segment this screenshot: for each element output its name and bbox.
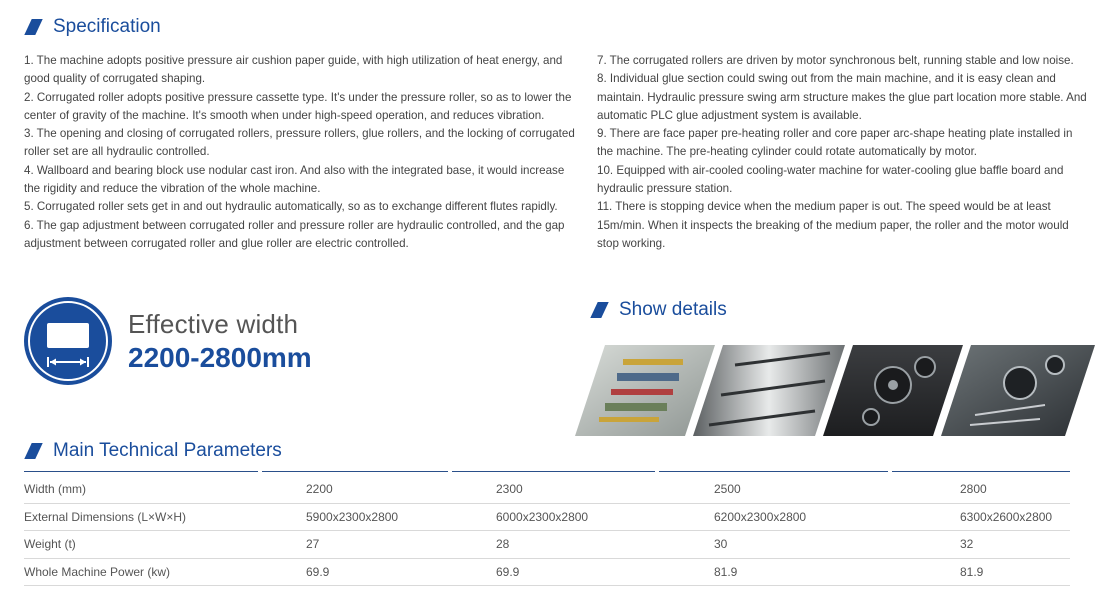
parameters-table	[24, 471, 1070, 586]
spec-item: 2. Corrugated roller adopts positive pressure cassette type. It's under the pressure roller, so as to lower the center of gravity of the machine. It's smooth when under high-speed operation, and reduces vibration.	[24, 90, 572, 122]
spec-item: 10. Equipped with air-cooled cooling-water machine for water-cooling glue baffle board and hydraulic pressure station.	[597, 163, 1064, 196]
spec-item: 4. Wallboard and bearing block use nodular cast iron. And also with the integrated base, it would increase the rigidity and reduce the vibration of the whole machine.	[24, 163, 565, 196]
heading-slash-icon	[24, 19, 42, 35]
row-label: Width (mm)	[24, 476, 260, 504]
roller-photo[interactable]	[693, 345, 845, 436]
table-cell: 5900x2300x2800	[260, 503, 450, 531]
heading-slash-icon	[590, 302, 608, 318]
table-cell: 30	[657, 531, 890, 559]
table-row	[24, 476, 1070, 504]
spec-item: 7. The corrugated rollers are driven by motor synchronous belt, running stable and low noise.	[597, 54, 1074, 67]
table-row	[24, 503, 1070, 531]
spec-item: 3. The opening and closing of corrugated rollers, pressure rollers, glue rollers, and the locking of corrugated roller set are all hydraulic controlled.	[24, 127, 575, 159]
control-cabinet-photo[interactable]	[575, 345, 715, 436]
row-label: Whole Machine Power (kw)	[24, 558, 260, 586]
table-cell: 27	[260, 531, 450, 559]
parameters-heading	[24, 440, 282, 462]
table-cell: 6200x2300x2800	[657, 503, 890, 531]
specification-title: Specification	[53, 16, 161, 37]
table-cell: 69.9	[260, 558, 450, 586]
spec-item: 6. The gap adjustment between corrugated roller and pressure roller are hydraulic controlled, and the gap adjustment between corrugated roller and glue roller are electric controlled.	[24, 218, 565, 250]
table-cell: 2800	[890, 476, 1070, 504]
table-cell: 32	[890, 531, 1070, 559]
heading-slash-icon	[24, 443, 42, 459]
show-details-heading	[590, 299, 727, 321]
table-cell: 81.9	[657, 558, 890, 586]
gear-side-photo[interactable]	[823, 345, 963, 436]
spec-item: 8. Individual glue section could swing out from the main machine, and it is easy clean and maintain. Hydraulic pressure swing arm structure makes the glue part location more stable. And automatic PLC glue adjustment system is available.	[597, 72, 1087, 122]
effective-width-block	[24, 297, 312, 385]
specification-right-column	[597, 52, 1087, 253]
table-cell: 6300x2600x2800	[890, 503, 1070, 531]
effective-width-label: Effective width	[128, 308, 299, 339]
show-details-title: Show details	[619, 299, 727, 320]
machine-photo-gallery	[575, 345, 1095, 436]
spec-item: 1. The machine adopts positive pressure air cushion paper guide, with high utilization of heat energy, and good quality of corrugated shaping.	[24, 54, 563, 86]
hydraulic-side-photo[interactable]	[941, 345, 1095, 436]
table-cell: 81.9	[890, 558, 1070, 586]
effective-width-value: 2200-2800mm	[128, 341, 312, 373]
row-label: External Dimensions (L×W×H)	[24, 503, 260, 531]
parameters-title: Main Technical Parameters	[53, 440, 282, 461]
table-row	[24, 531, 1070, 559]
spec-item: 9. There are face paper pre-heating roller and core paper arc-shape heating plate installed in the machine. The pre-heating cylinder could rotate automatically by motor.	[597, 127, 1073, 159]
table-cell: 28	[450, 531, 657, 559]
spec-item: 5. Corrugated roller sets get in and out hydraulic automatically, so as to exchange different flutes rapidly.	[24, 200, 558, 214]
table-cell: 2300	[450, 476, 657, 504]
table-cell: 2200	[260, 476, 450, 504]
table-cell: 69.9	[450, 558, 657, 586]
width-measure-icon	[24, 297, 112, 385]
table-row	[24, 558, 1070, 586]
specification-heading	[24, 16, 161, 38]
table-cell: 2500	[657, 476, 890, 504]
specification-left-column	[24, 52, 580, 253]
spec-item: 11. There is stopping device when the medium paper is out. The speed would be at least 15m/min. When it inspects the breaking of the medium paper, the roller and the motor would stop working.	[597, 200, 1069, 250]
table-cell: 6000x2300x2800	[450, 503, 657, 531]
row-label: Weight (t)	[24, 531, 260, 559]
